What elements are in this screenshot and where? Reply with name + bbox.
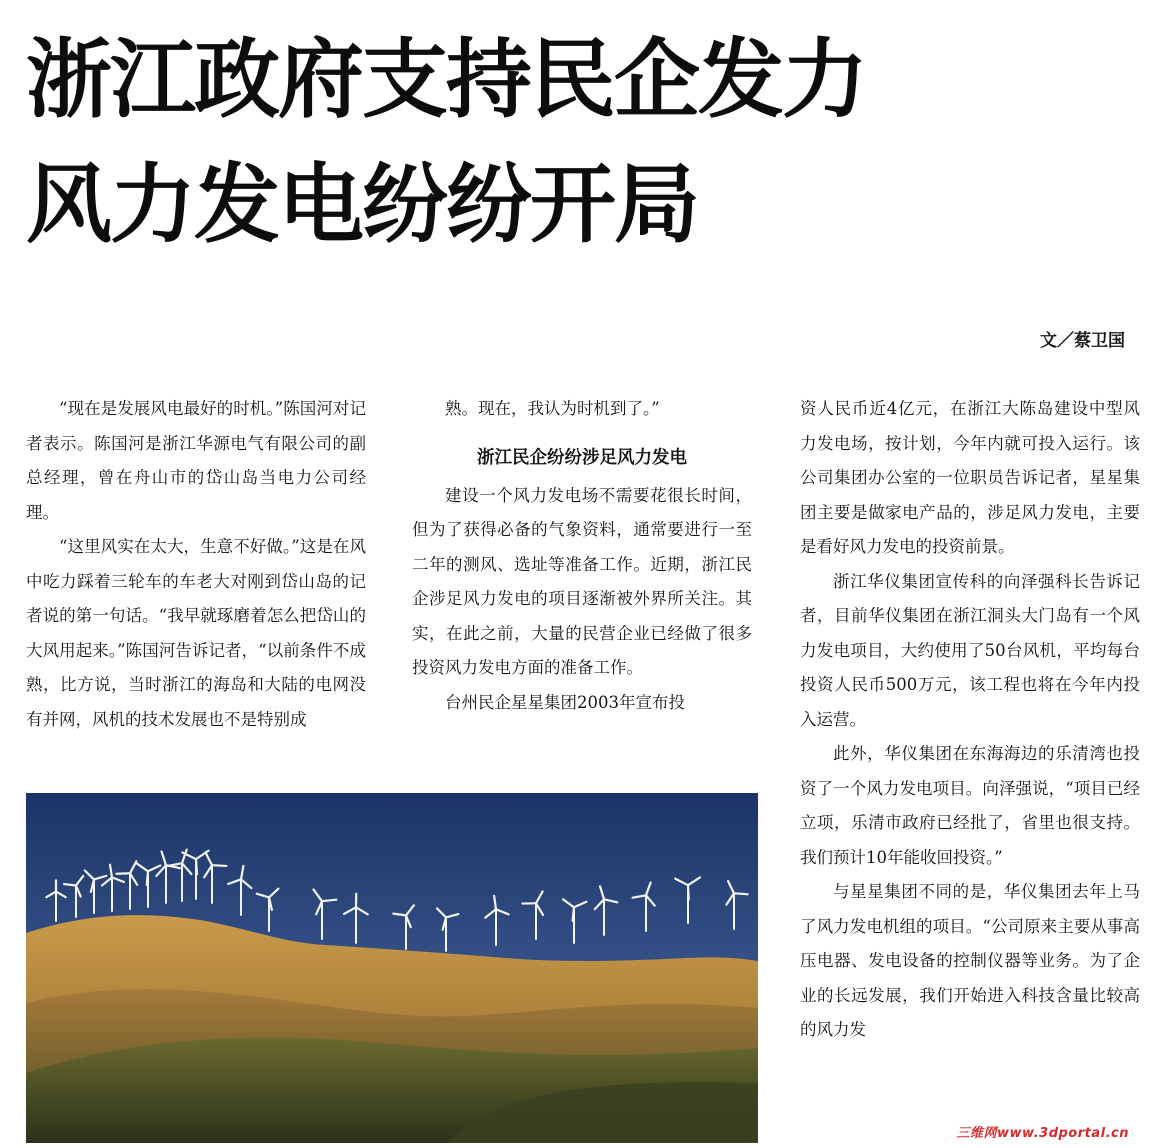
paragraph: 资人民币近4亿元，在浙江大陈岛建设中型风力发电场，按计划，今年内就可投入运行。该公司集团办公室的一位职员告诉记者，星星集团主要是做家电产品的，涉足风力发电，主要是看好风力发电的投资前景。 bbox=[800, 399, 1140, 556]
paragraph: 与星星集团不同的是，华仪集团去年上马了风力发电机组的项目。“公司原来主要从事高压电器、发电设备的控制仪器等业务。为了企业的长远发展，我们开始进入科技含量比较高的风力发 bbox=[800, 882, 1140, 1039]
paragraph: 此外，华仪集团在东海海边的乐清湾也投资了一个风力发电项目。向泽强说，“项目已经立项，乐清市政府已经批了，省里也很支持。我们预计10年能收回投资。” bbox=[800, 744, 1140, 867]
turbine-blade bbox=[734, 893, 748, 894]
turbine-blade bbox=[573, 907, 574, 921]
paragraph: 浙江华仪集团宣传科的向泽强科长告诉记者，目前华仪集团在浙江洞头大门岛有一个风力发电项目，大约使用了50台风机，平均每台投资人民币500万元，该工程也将在今年内投入运营。 bbox=[800, 571, 1140, 729]
paragraph: 建设一个风力发电场不需要花很长时间，但为了获得必备的气象资料，通常要进行一至二年的测风、选址等准备工作。近期，浙江民企涉足风力发电的项目逐渐被外界所关注。其实，在此之前，大量的民营企业已经做了很多投资风力发电方面的准备工作。 bbox=[412, 485, 752, 677]
wind-farm-photo bbox=[26, 793, 758, 1143]
article-column-2 bbox=[412, 392, 752, 720]
paragraph: 台州民企星星集团2003年宣布投 bbox=[445, 692, 685, 712]
turbine-blade bbox=[147, 871, 148, 885]
headline-line-2: 风力发电纷纷开局 bbox=[26, 155, 698, 255]
section-subhead: 浙江民企纷纷涉足风力发电 bbox=[477, 447, 687, 468]
paragraph: 熟。现在，我认为时机到了。” bbox=[445, 399, 660, 418]
turbine-blade bbox=[196, 859, 197, 874]
turbine-blade bbox=[212, 865, 226, 866]
article-column-1 bbox=[26, 392, 366, 737]
headline-line-1: 浙江政府支持民企发力 bbox=[26, 30, 866, 130]
byline: 文／蔡卫国 bbox=[1040, 331, 1125, 351]
site-watermark: 三维网www.3dportal.cn bbox=[956, 1126, 1129, 1141]
paragraph: “现在是发展风电最好的时机。”陈国河对记者表示。陈国河是浙江华源电气有限公司的副总经理，曾在舟山市的岱山岛当电力公司经理。 bbox=[26, 399, 366, 522]
article-column-3 bbox=[800, 392, 1140, 1048]
turbine-blade bbox=[688, 885, 689, 899]
turbine-blade bbox=[322, 900, 336, 902]
paragraph: “这里风实在太大，生意不好做。”这是在风中吃力踩着三轮车的车老大对刚到岱山岛的记者说的第一句话。“我早就琢磨着怎么把岱山的大风用起来。”陈国河告诉记者，“以前条件不成熟，比方说，当时浙江的海岛和大陆的电网没有并网，风机的技术发展也不是特别成 bbox=[26, 537, 366, 729]
turbine-blade bbox=[64, 884, 76, 885]
